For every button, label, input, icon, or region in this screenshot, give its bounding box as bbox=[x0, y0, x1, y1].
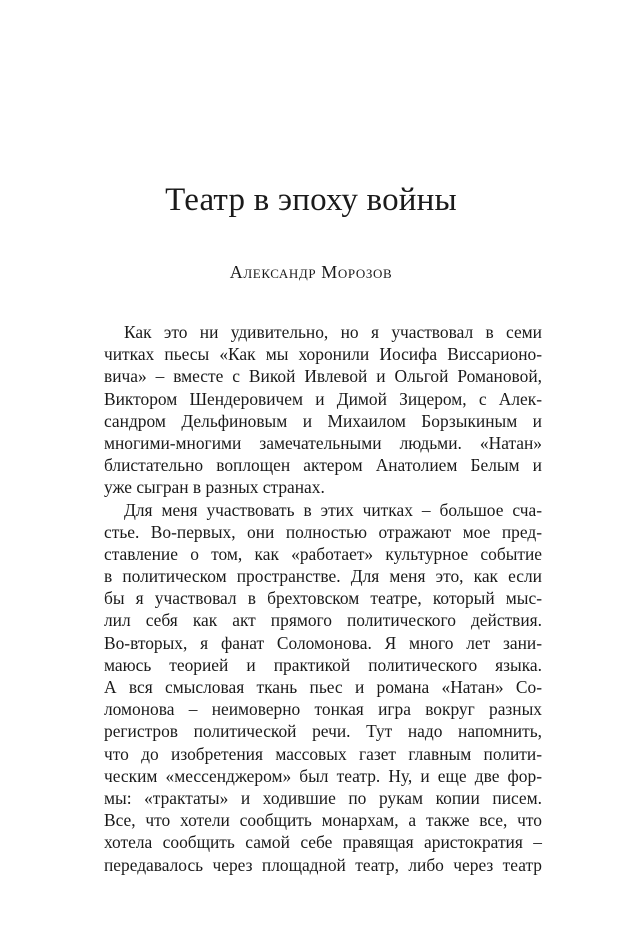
text-line: Как это ни удивительно, но я участвовал в семи bbox=[124, 322, 542, 342]
text-line: ломонова – неимоверно тонкая игра вокруг разных bbox=[104, 699, 542, 720]
text-line: передавалось через площадной театр, либо через театр bbox=[104, 854, 542, 875]
text-line: читках пьесы «Как мы хоронили Иосифа Виссарионо- bbox=[104, 344, 542, 365]
text-line: уже сыгран в разных странах. bbox=[104, 477, 325, 498]
text-line: Все, что хотели сообщить монархам, а также все, что bbox=[104, 810, 542, 831]
text-line: что до изобретения массовых газет главным полити- bbox=[104, 743, 542, 764]
text-line: многими-многими замечательными людьми. «Натан» bbox=[104, 432, 542, 453]
text-line: регистров политической речи. Тут надо напомнить, bbox=[104, 721, 542, 742]
text-line: стье. Во-первых, они полностью отражают мое пред- bbox=[104, 521, 542, 542]
text-line: Для меня участвовать в этих читках – большое сча- bbox=[124, 499, 542, 520]
text-line: маюсь теорией и практикой политического языка. bbox=[104, 654, 542, 675]
chapter-title: Театр в эпоху войны bbox=[165, 182, 457, 218]
text-line: сандром Дельфиновым и Михаилом Борзыкиным и bbox=[104, 410, 542, 431]
text-line: хотела сообщить самой себе правящая аристократия – bbox=[104, 832, 542, 853]
text-line: ставление о том, как «работает» культурное событие bbox=[104, 543, 542, 564]
author-name: Александр Морозов bbox=[229, 262, 393, 282]
text-line: ческим «мессенджером» был театр. Ну, и еще две фор- bbox=[104, 765, 542, 786]
text-line: в политическом пространстве. Для меня это, как если bbox=[104, 566, 542, 587]
text-line: блистательно воплощен актером Анатолием Белым и bbox=[104, 455, 542, 476]
text-line: Во-вторых, я фанат Соломонова. Я много лет зани- bbox=[104, 632, 542, 653]
text-line: мы: «трактаты» и ходившие по рукам копии писем. bbox=[104, 787, 542, 808]
text-line: А вся смысловая ткань пьес и романа «Натан» Со- bbox=[104, 677, 542, 697]
text-line: вича» – вместе с Викой Ивлевой и Ольгой Романовой, bbox=[104, 366, 542, 387]
text-line: бы я участвовал в брехтовском театре, который мыс- bbox=[104, 588, 542, 609]
body-text bbox=[104, 321, 542, 876]
text-line: лил себя как акт прямого политического действия. bbox=[104, 610, 542, 631]
text-line: Виктором Шендеровичем и Димой Зицером, с Алек- bbox=[104, 388, 542, 409]
